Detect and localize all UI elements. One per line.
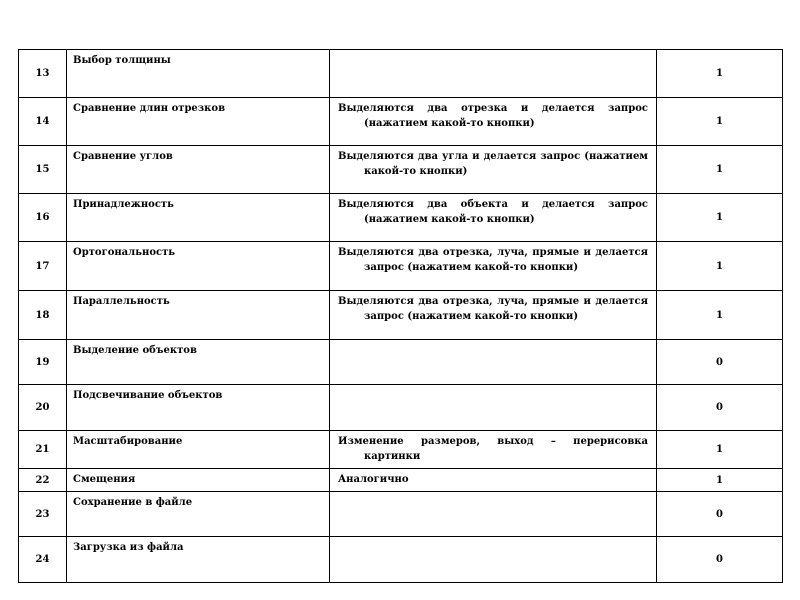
table-row: [19, 340, 783, 385]
feature-name: Принадлежность: [67, 194, 330, 242]
table-row: [19, 492, 783, 537]
feature-description: [330, 98, 657, 146]
description-text: Изменение размеров, выход – перерисовка картинки: [338, 436, 648, 462]
description-text: Аналогично: [338, 474, 409, 485]
table-row: [19, 469, 783, 492]
table-row: [19, 242, 783, 291]
features-table: [18, 49, 783, 583]
feature-score: 0: [657, 340, 783, 385]
feature-description: [330, 537, 657, 583]
feature-score: 1: [657, 431, 783, 469]
feature-score: 1: [657, 194, 783, 242]
row-number: 14: [19, 98, 67, 146]
row-number: 20: [19, 385, 67, 431]
feature-score: 1: [657, 242, 783, 291]
table-row: [19, 194, 783, 242]
row-number: 17: [19, 242, 67, 291]
description-text: Выделяются два объекта и делается запрос (нажатием какой-то кнопки): [338, 199, 648, 225]
feature-name: Сравнение длин отрезков: [67, 98, 330, 146]
feature-name: Загрузка из файла: [67, 537, 330, 583]
row-number: 13: [19, 50, 67, 98]
feature-description: [330, 242, 657, 291]
feature-description: [330, 492, 657, 537]
feature-description: [330, 340, 657, 385]
description-text: Выделяются два отрезка, луча, прямые и делается запрос (нажатием какой-то кнопки): [338, 296, 648, 322]
table-row: [19, 50, 783, 98]
feature-name: Выделение объектов: [67, 340, 330, 385]
row-number: 23: [19, 492, 67, 537]
feature-score: 0: [657, 385, 783, 431]
row-number: 24: [19, 537, 67, 583]
table-row: [19, 431, 783, 469]
feature-score: 1: [657, 50, 783, 98]
feature-description: [330, 431, 657, 469]
description-text: Выделяются два отрезка и делается запрос (нажатием какой-то кнопки): [338, 103, 648, 129]
feature-score: 0: [657, 537, 783, 583]
row-number: 18: [19, 291, 67, 340]
feature-name: Сравнение углов: [67, 146, 330, 194]
table-row: [19, 537, 783, 583]
feature-score: 1: [657, 291, 783, 340]
feature-description: [330, 469, 657, 492]
feature-description: [330, 194, 657, 242]
feature-name: Параллельность: [67, 291, 330, 340]
row-number: 15: [19, 146, 67, 194]
row-number: 21: [19, 431, 67, 469]
feature-name: Ортогональность: [67, 242, 330, 291]
table-row: [19, 98, 783, 146]
row-number: 22: [19, 469, 67, 492]
feature-score: 0: [657, 492, 783, 537]
description-text: Выделяются два отрезка, луча, прямые и делается запрос (нажатием какой-то кнопки): [338, 247, 648, 273]
feature-description: [330, 291, 657, 340]
row-number: 19: [19, 340, 67, 385]
feature-description: [330, 385, 657, 431]
feature-description: [330, 50, 657, 98]
feature-name: Выбор толщины: [67, 50, 330, 98]
table-row: [19, 291, 783, 340]
table-row: [19, 385, 783, 431]
feature-description: [330, 146, 657, 194]
feature-score: 1: [657, 469, 783, 492]
feature-name: Смещения: [67, 469, 330, 492]
description-text: Выделяются два угла и делается запрос (нажатием какой-то кнопки): [338, 151, 648, 177]
row-number: 16: [19, 194, 67, 242]
feature-score: 1: [657, 98, 783, 146]
feature-score: 1: [657, 146, 783, 194]
feature-name: Масштабирование: [67, 431, 330, 469]
table-row: [19, 146, 783, 194]
feature-name: Сохранение в файле: [67, 492, 330, 537]
feature-name: Подсвечивание объектов: [67, 385, 330, 431]
